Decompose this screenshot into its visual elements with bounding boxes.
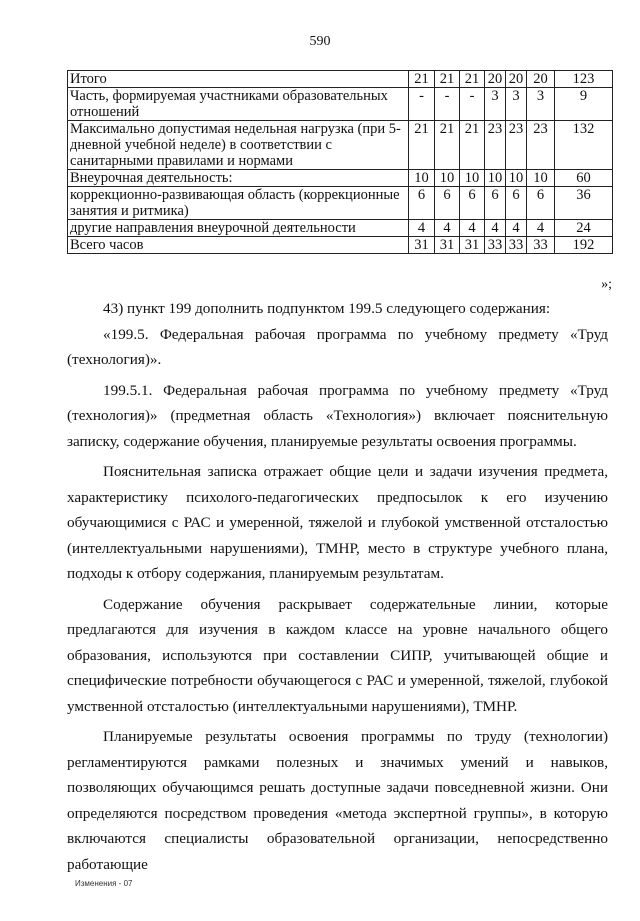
paragraph-amendment: 43) пункт 199 дополнить подпунктом 199.5 следующего содержания: (103, 300, 551, 317)
table-cell: 20 (506, 71, 527, 88)
table-cell: - (409, 88, 435, 121)
table-cell: 4 (409, 220, 435, 237)
table-cell: 60 (555, 170, 613, 187)
row-label: Всего часов (68, 237, 409, 254)
table-cell: - (460, 88, 485, 121)
table-cell: 21 (435, 71, 460, 88)
table-cell: 6 (485, 187, 506, 220)
table-cell: 21 (409, 121, 435, 170)
table-cell: 3 (527, 88, 555, 121)
table-cell: 123 (555, 71, 613, 88)
table-cell: 10 (409, 170, 435, 187)
footer-note: Изменения - 07 (75, 879, 133, 888)
table-row (68, 88, 613, 121)
paragraph-explanatory-note: Пояснительная записка отражает общие цели и задачи изучения предмета, характеристику психолого-педагогических предпосылок к его изучению обучающимися с РАС и умеренной, тяжелой и глубокой умственной отсталостью (интеллектуальными нарушениями), ТМНР, место в структуре учебного плана, подходы к отбору содержания, планируемым результатам. (67, 463, 608, 582)
paragraph-program-scope: 199.5.1. Федеральная рабочая программа по учебному предмету «Труд (технология)» (предметная область «Технология») включает пояснительную записку, содержание обучения, планируемые результаты освоения программы. (67, 381, 608, 450)
row-label: Внеурочная деятельность: (68, 170, 409, 187)
table-cell: 20 (485, 71, 506, 88)
table-cell: 9 (555, 88, 613, 121)
document-body (67, 296, 608, 877)
table-cell: 4 (435, 220, 460, 237)
table-row (68, 121, 613, 170)
table-cell: 10 (506, 170, 527, 187)
row-label: другие направления внеурочной деятельности (68, 220, 409, 237)
table-cell: 21 (409, 71, 435, 88)
table-cell: 6 (460, 187, 485, 220)
table-row (68, 71, 613, 88)
table-cell: 20 (527, 71, 555, 88)
table-cell: 31 (409, 237, 435, 254)
table-cell: 4 (506, 220, 527, 237)
row-label: Итого (68, 71, 409, 88)
table-cell: 132 (555, 121, 613, 170)
table-cell: 10 (485, 170, 506, 187)
table-cell: 3 (485, 88, 506, 121)
table-cell: 23 (506, 121, 527, 170)
table-cell: 33 (527, 237, 555, 254)
table-cell: 10 (460, 170, 485, 187)
paragraph-section-title: «199.5. Федеральная рабочая программа по учебному предмету «Труд (технология)». (67, 325, 608, 368)
row-label: коррекционно-развивающая область (коррекционные занятия и ритмика) (68, 187, 409, 220)
table-cell: 21 (435, 121, 460, 170)
table-cell: 3 (506, 88, 527, 121)
table-cell: 31 (435, 237, 460, 254)
table-row (68, 220, 613, 237)
closing-quote: »; (601, 277, 612, 292)
table-cell: 10 (435, 170, 460, 187)
table-cell: 6 (506, 187, 527, 220)
table-cell: 6 (409, 187, 435, 220)
table-cell: 36 (555, 187, 613, 220)
table-cell: 24 (555, 220, 613, 237)
table-cell: 23 (527, 121, 555, 170)
table-row (68, 237, 613, 254)
table-cell: 21 (460, 121, 485, 170)
table-cell: 33 (506, 237, 527, 254)
table-cell: 21 (460, 71, 485, 88)
table-cell: 192 (555, 237, 613, 254)
table-cell: 31 (460, 237, 485, 254)
table-cell: 10 (527, 170, 555, 187)
curriculum-table (67, 70, 613, 254)
table-cell: 23 (485, 121, 506, 170)
table-cell: 4 (527, 220, 555, 237)
paragraph-results: Планируемые результаты освоения программы по труду (технологии) регламентируются рамками полезных и значимых умений и навыков, позволяющих обучающимся решать доступные задачи повседневной жизни. Они определяются посредством проведения «метода экспертной группы», в которую включаются специалисты образовательной организации, непосредственно работающие (67, 728, 608, 873)
table-cell: 33 (485, 237, 506, 254)
paragraph-content: Содержание обучения раскрывает содержательные линии, которые предлагаются для изучения в каждом классе на уровне начального общего образования, используются при составлении СИПР, учитывающей общие и специфические потребности обучающегося с РАС и умеренной, тяжелой, глубокой умственной отсталостью (интеллектуальными нарушениями), ТМНР. (67, 595, 608, 715)
table-row (68, 170, 613, 187)
row-label: Часть, формируемая участниками образовательных отношений (68, 88, 409, 121)
table-cell: 6 (527, 187, 555, 220)
table-cell: 4 (460, 220, 485, 237)
table-row (68, 187, 613, 220)
table-cell: 6 (435, 187, 460, 220)
table-cell: 4 (485, 220, 506, 237)
table-cell: - (435, 88, 460, 121)
page-number: 590 (309, 34, 331, 49)
row-label: Максимально допустимая недельная нагрузка (при 5-дневной учебной неделе) в соответствии с санитарными правилами и нормами (68, 121, 409, 170)
